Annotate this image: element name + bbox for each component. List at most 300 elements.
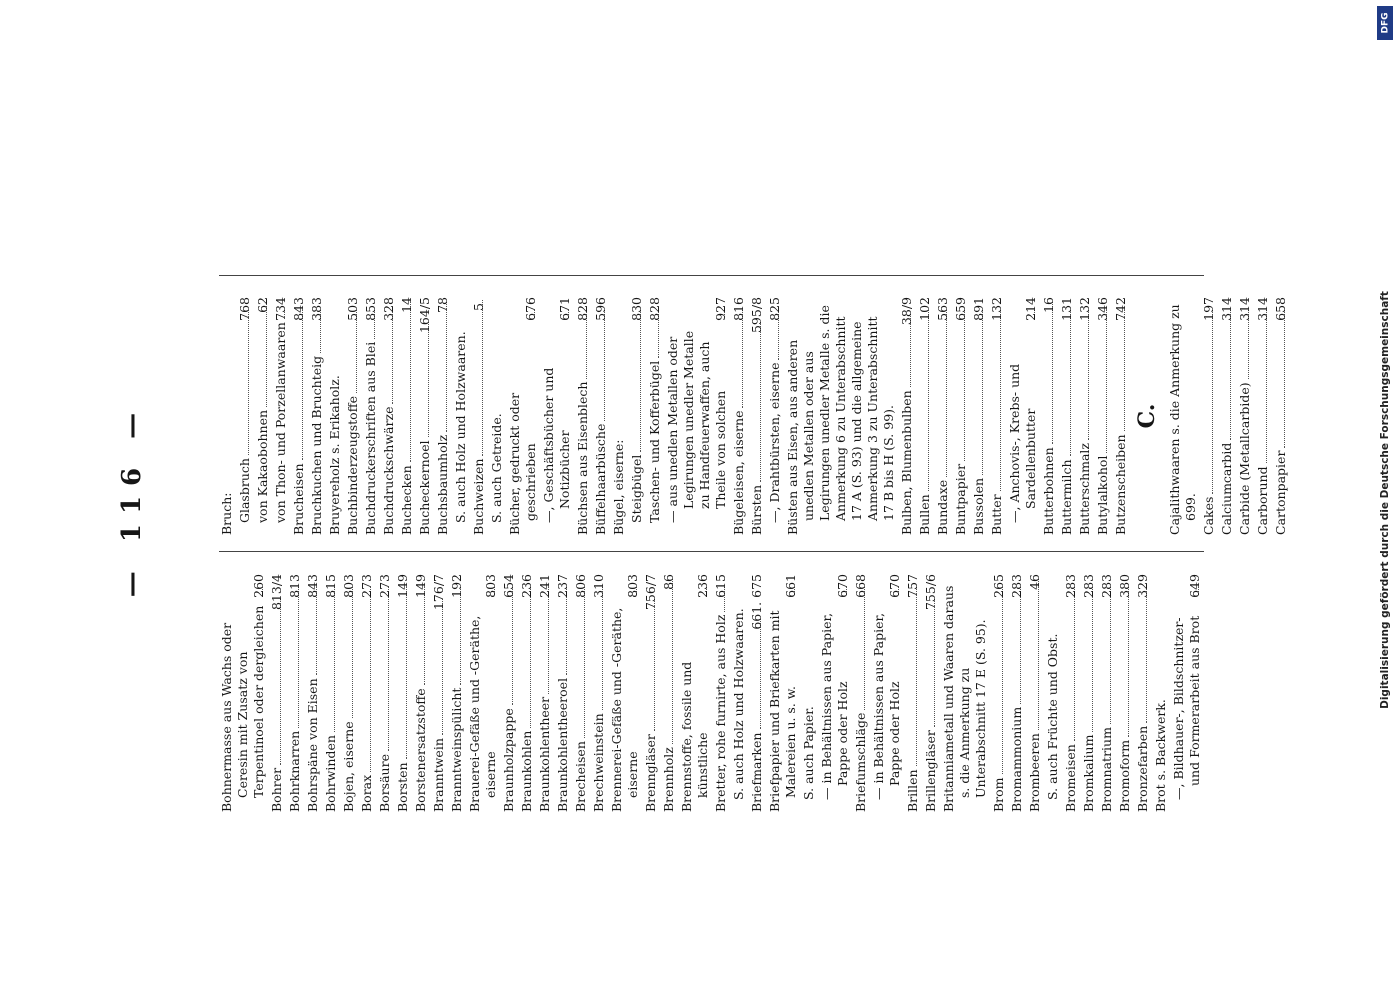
leader-dots <box>406 587 407 760</box>
page-reference: 828 <box>574 297 590 321</box>
leader-dots <box>1020 587 1021 704</box>
index-entry <box>643 574 659 812</box>
index-entry <box>1237 297 1253 535</box>
index-entry <box>489 297 505 535</box>
page-reference: 132 <box>1076 297 1092 321</box>
page-reference: 563 <box>934 297 950 321</box>
index-term: Carbide (Metallcarbide) <box>1236 382 1252 535</box>
index-term: Borax <box>358 774 374 812</box>
index-entry <box>501 574 517 812</box>
index-term: Bullen <box>916 494 932 535</box>
index-term: —, Drahtbürsten, eiserne <box>766 362 782 523</box>
index-term: Buchsbaumholz <box>434 434 450 535</box>
index-term: Branntweinspülicht <box>448 687 464 812</box>
leader-dots <box>446 302 447 432</box>
index-entry <box>801 574 817 812</box>
index-entry <box>431 574 447 812</box>
page-reference: 62 <box>254 297 270 313</box>
leader-dots <box>388 587 389 751</box>
page-reference: 670 <box>834 574 850 598</box>
index-entry <box>309 297 325 535</box>
leader-dots <box>1106 310 1107 453</box>
page-reference: 197 <box>1200 297 1216 321</box>
leader-dots <box>266 302 267 407</box>
index-entry <box>467 574 499 812</box>
index-term: Branntwein <box>430 738 446 812</box>
index-entry <box>989 297 1005 535</box>
page-reference: 38/9 <box>898 297 914 326</box>
page-reference: 803 <box>340 574 356 598</box>
leader-dots <box>654 599 655 731</box>
page-reference: 649 <box>1186 574 1202 598</box>
leader-dots <box>410 302 411 462</box>
index-term: Bronzefarben <box>1134 725 1150 812</box>
index-term: Carborund <box>1254 466 1270 535</box>
page-reference: 813/4 <box>268 574 284 611</box>
page-reference: 310 <box>590 574 606 598</box>
leader-dots <box>1000 310 1001 491</box>
leader-dots <box>512 587 513 705</box>
index-term: Bohrwinden <box>322 735 338 812</box>
page-reference: 383 <box>308 297 324 321</box>
index-entry <box>819 574 851 812</box>
index-term: Brillen <box>904 769 920 812</box>
page-reference: 283 <box>1008 574 1024 598</box>
page-reference: 273 <box>358 574 374 598</box>
page-reference: 828 <box>646 297 662 321</box>
index-term: Bohrknarren <box>286 730 302 812</box>
index-entry <box>647 297 663 535</box>
index-entry <box>341 574 357 812</box>
page-reference: 329 <box>1134 574 1150 598</box>
dfg-logo <box>1377 6 1393 40</box>
page-reference: 671 <box>556 297 572 321</box>
index-term: S. auch Holz und Holzwaaren. <box>452 331 468 523</box>
page-reference: 236 <box>694 574 710 598</box>
index-term: S. auch Holz und Holzwaaren. <box>730 608 746 800</box>
index-term: Bohrspäne von Eisen <box>304 678 320 812</box>
leader-dots <box>964 310 965 461</box>
index-entry <box>1009 574 1025 812</box>
index-entry <box>953 297 969 535</box>
index-term: Bromnatrium <box>1098 727 1114 812</box>
index-term: S. auch Papier. <box>800 706 816 800</box>
page-reference: 813 <box>286 574 302 598</box>
leader-dots <box>604 310 605 421</box>
page-reference: 615 <box>712 574 728 598</box>
index-entry <box>269 574 285 812</box>
index-entry <box>1117 574 1133 812</box>
index-entry <box>905 574 921 812</box>
index-entry <box>519 574 535 812</box>
leader-dots <box>530 587 531 728</box>
page-reference: 314 <box>1254 297 1270 321</box>
leader-dots <box>864 587 865 710</box>
index-entry <box>1059 297 1075 535</box>
index-term: S. auch Getreide. <box>488 413 504 523</box>
index-term: Bromkalium <box>1080 734 1096 812</box>
leader-dots <box>1002 587 1003 775</box>
index-term: Bromoform <box>1116 739 1132 812</box>
page-reference: 241 <box>536 574 552 598</box>
index-entry <box>767 574 799 812</box>
page-reference: 843 <box>290 297 306 321</box>
index-entry <box>767 297 783 535</box>
page-reference: 273 <box>376 574 392 598</box>
index-entry <box>417 297 433 535</box>
index-term: Büsten aus Eisen, aus anderen unedlen Metallen oder aus Legirungen unedler Metalle s. die Anmerkung 6 zu Unterabschnitt 17 A (S. 93) und die allgemeine Anmerkung 3 zu Unterabschnitt 17 B bis H (S. 99). <box>784 305 896 535</box>
rotated-page <box>89 50 1309 950</box>
page-reference: 283 <box>1098 574 1114 598</box>
index-term: Bulben, Blumenbulben <box>898 390 914 535</box>
index-entry <box>991 574 1007 812</box>
page-reference: 668 <box>852 574 868 598</box>
index-entry <box>899 297 915 535</box>
index-term: Bretter, rohe furnirte, aus Holz <box>712 614 728 812</box>
index-entry <box>507 297 539 535</box>
leader-dots <box>916 587 917 767</box>
index-term: von Kakaobohnen <box>254 409 270 523</box>
page-reference: 131 <box>1058 297 1074 321</box>
leader-dots <box>1266 310 1267 464</box>
index-term: Brenngläser <box>642 734 658 812</box>
leader-dots <box>392 310 393 404</box>
page-reference: 853 <box>362 297 378 321</box>
index-term: Steigbügel <box>628 454 644 523</box>
index-term: Buchdruckerschriften aus Blei <box>362 341 378 535</box>
leader-dots <box>1070 310 1071 457</box>
index-entry <box>593 297 609 535</box>
page-reference: 595/8 <box>748 297 764 334</box>
page-reference: 806 <box>572 574 588 598</box>
index-term: Bügel, eiserne: <box>610 439 626 535</box>
index-term: Borsten <box>394 762 410 812</box>
page-reference: 149 <box>394 574 410 598</box>
page-reference: 16 <box>1040 297 1056 313</box>
index-term: Glasbruch <box>236 458 252 523</box>
index-term: Borsäure <box>376 754 392 812</box>
index-entry <box>749 574 765 812</box>
digitization-credit <box>1378 20 1392 980</box>
page-reference: 283 <box>1062 574 1078 598</box>
dfg-logo-text: DFG <box>1380 12 1391 34</box>
leader-dots <box>928 310 929 491</box>
page-reference: 768 <box>236 297 252 321</box>
leader-dots <box>298 587 299 728</box>
page-reference: 236 <box>518 574 534 598</box>
index-entry <box>1095 297 1111 535</box>
leader-dots <box>566 587 567 675</box>
leader-dots <box>1146 587 1147 723</box>
page-reference: 314 <box>1236 297 1252 321</box>
page-number: — 116 — <box>116 402 147 598</box>
index-term: Bohnermasse aus Wachs oder Ceresin mit Zusatz von Terpentinoel oder dergleichen <box>218 605 266 812</box>
leader-dots <box>356 310 357 393</box>
page-reference: 757 <box>904 574 920 598</box>
index-term: Borstenersatzstoffe <box>412 688 428 812</box>
index-entry <box>1201 297 1217 535</box>
index-term: Bromeisen <box>1062 744 1078 812</box>
page-reference: 661 <box>782 574 798 598</box>
index-term: — in Behältnissen aus Papier, Pappe oder Holz <box>818 612 850 800</box>
page-reference: 237 <box>554 574 570 598</box>
index-term: —, Geschäftsbücher und Notizbücher <box>540 367 572 523</box>
page-reference: 78 <box>434 297 450 313</box>
index-entry <box>923 574 939 812</box>
leader-dots <box>1124 310 1125 432</box>
index-entry <box>1077 297 1093 535</box>
page-reference: 46 <box>1026 574 1042 590</box>
index-term: S. auch Früchte und Obst. <box>1044 633 1060 800</box>
index-term: Brennholz <box>660 747 676 812</box>
index-term: Büchsen aus Eisenblech <box>574 381 590 535</box>
index-entry <box>935 297 951 535</box>
page-reference: 149 <box>412 574 428 598</box>
index-term: Cartonpapier <box>1272 450 1288 535</box>
leader-dots <box>982 310 983 475</box>
index-term: Bruyereholz s. Erikaholz. <box>326 375 342 535</box>
index-term: Bügeleisen, eiserne <box>730 410 746 535</box>
index-entry <box>219 574 267 812</box>
index-entry <box>377 574 393 812</box>
page-reference: 380 <box>1116 574 1132 598</box>
index-term: Buchecken <box>398 465 414 535</box>
index-entry <box>1219 297 1235 535</box>
page-reference: 825 <box>766 297 782 321</box>
index-term: Bürsten <box>748 484 764 535</box>
index-entry: Buchweizen 5 <box>471 297 487 535</box>
index-term: Bojen, eiserne <box>340 721 356 812</box>
index-entry <box>255 297 271 535</box>
index-term: Butterbohnen <box>1040 447 1056 535</box>
index-term: — in Behältnissen aus Papier, Pappe oder Holz <box>870 612 902 800</box>
index-term: Bohrer <box>268 767 284 812</box>
index-term: Brombeeren <box>1026 733 1042 812</box>
index-term: Bruch: <box>218 492 234 535</box>
index-entry <box>917 297 933 535</box>
index-entry <box>679 574 711 812</box>
index-entry <box>1081 574 1097 812</box>
leader-dots <box>280 599 281 765</box>
index-entry <box>1063 574 1079 812</box>
index-term: Buchbinderzeugstoffe <box>344 396 360 535</box>
index-term: Briefmarken <box>748 732 764 812</box>
page-reference: 843 <box>304 574 320 598</box>
page-reference: 734 <box>272 297 288 321</box>
index-term: Brauerei-Gefäße und -Geräthe, eiserne <box>466 615 498 812</box>
index-term: Cajalithwaaren s. die Anmerkung zu 699. <box>1166 304 1198 535</box>
index-entry <box>1027 574 1043 812</box>
index-term: Butterschmalz <box>1076 442 1092 535</box>
leader-dots <box>1284 310 1285 448</box>
index-term: Bromammonium <box>1008 706 1024 812</box>
index-entry <box>591 574 607 812</box>
leader-dots <box>370 587 371 772</box>
leader-dots <box>428 322 429 437</box>
index-term: Bundaxe <box>934 479 950 535</box>
leader-dots <box>910 314 911 387</box>
index-entry <box>1045 574 1061 812</box>
index-term: Butter <box>988 494 1004 535</box>
index-entry <box>713 574 729 812</box>
index-term: Bruchkuchen und Bruchteig <box>308 355 324 535</box>
index-entry <box>399 297 415 535</box>
page-reference: 86 <box>660 574 676 590</box>
page-reference: 596 <box>592 297 608 321</box>
page-reference: 176/7 <box>430 574 446 611</box>
page-reference: 927 <box>712 297 728 321</box>
index-term: Brucheisen <box>290 463 306 535</box>
page-reference: 192 <box>448 574 464 598</box>
index-entry <box>323 574 339 812</box>
page-reference: 815 <box>322 574 338 598</box>
page-reference: 283 <box>1080 574 1096 598</box>
index-term: Bücher, gedruckt oder geschrieben <box>506 392 538 535</box>
index-entry <box>1153 574 1169 812</box>
index-term: Briefumschläge <box>852 712 868 812</box>
leader-dots <box>946 310 947 477</box>
page-reference: 755/6 <box>922 574 938 611</box>
index-entry <box>413 574 429 812</box>
index-term: — aus unedlen Metallen oder Legirungen unedler Metalle zu Handfeuerwaffen, auch Theile von solchen <box>664 330 728 523</box>
index-term: Brillengläser <box>922 730 938 812</box>
page-reference: 654 <box>500 574 516 598</box>
page-reference: 214 <box>1022 297 1038 321</box>
index-entry <box>871 574 903 812</box>
index-entry <box>1099 574 1115 812</box>
leader-dots <box>442 599 443 735</box>
index-entry <box>749 297 765 535</box>
index-entry <box>1273 297 1289 535</box>
index-entry <box>853 574 869 812</box>
index-entry <box>971 297 987 535</box>
credit-text: Digitalisierung gefördert durch die Deutsche Forschungsgemeinschaft <box>1379 291 1391 709</box>
index-term: Cakes <box>1200 496 1216 535</box>
index-entry <box>287 574 303 812</box>
leader-dots <box>1074 587 1075 741</box>
index-column-2 <box>219 297 1291 535</box>
index-term: Brechweinstein <box>590 713 606 812</box>
index-entry <box>273 297 289 535</box>
index-entry <box>541 297 573 535</box>
index-entry <box>453 297 469 535</box>
leader-dots <box>302 310 303 461</box>
leader-dots <box>1052 302 1053 444</box>
index-term: Brennerei-Gefäße und -Geräthe, eiserne <box>608 607 640 812</box>
index-term: Buttermilch <box>1058 459 1074 535</box>
index-entry <box>1167 297 1199 535</box>
index-term: Brot s. Backwerk. <box>1152 699 1168 812</box>
index-term: —, Bildhauer-, Bildschnitzer- und Formerarbeit aus Brot <box>1170 615 1202 800</box>
page-reference: 891 <box>970 297 986 321</box>
index-entry <box>537 574 553 812</box>
index-entry <box>1135 574 1151 812</box>
leader-dots <box>1038 579 1039 730</box>
leader-dots <box>1212 310 1213 494</box>
index-entry <box>395 574 411 812</box>
index-entry <box>435 297 451 535</box>
index-entry <box>575 297 591 535</box>
index-entry <box>731 297 747 535</box>
page-reference: 132 <box>988 297 1004 321</box>
page-reference: 102 <box>916 297 932 321</box>
page-reference: 830 <box>628 297 644 321</box>
page-reference: 658 <box>1272 297 1288 321</box>
index-entry <box>381 297 397 535</box>
index-term: von Thon- und Porzellanwaaren <box>272 322 288 523</box>
index-term: Brecheisen <box>572 741 588 812</box>
index-term: Briefpapier und Briefkarten mit Malereien u. s. w. <box>766 610 798 812</box>
index-entry <box>573 574 589 812</box>
index-entry <box>1255 297 1271 535</box>
leader-dots <box>672 579 673 744</box>
index-entry <box>1041 297 1057 535</box>
index-entry <box>291 297 307 535</box>
index-entry <box>661 574 677 812</box>
index-term: Braunholzpappe <box>500 708 516 812</box>
page-reference: 803 <box>482 574 498 598</box>
leader-dots <box>1128 587 1129 737</box>
index-term: Büffelhaarbüsche <box>592 423 608 535</box>
index-term: Braunkohlentheeroel <box>554 677 570 812</box>
index-term: Britanniametall und Waaren daraus s. die Anmerkung zu Unterabschnitt 17 E (S. 95). <box>940 585 988 812</box>
index-term: Buntpapier <box>952 463 968 535</box>
index-term: Butzenscheiben <box>1112 434 1128 535</box>
leader-dots <box>482 300 483 456</box>
page-reference: 14 <box>398 297 414 313</box>
leader-dots <box>742 310 743 408</box>
index-entry <box>941 574 989 812</box>
index-entry <box>359 574 375 812</box>
index-term: Braunkohlentheer <box>536 696 552 812</box>
index-entry <box>327 297 343 535</box>
leader-dots <box>1110 587 1111 724</box>
page-reference: 816 <box>730 297 746 321</box>
leader-dots <box>1088 310 1089 440</box>
leader-dots <box>760 619 761 730</box>
index-entry <box>629 297 645 535</box>
index-term: Brennstoffe, fossile und künstliche <box>678 661 710 812</box>
leader-dots <box>602 587 603 711</box>
page-reference: 265 <box>990 574 1006 598</box>
leader-dots <box>584 587 585 738</box>
index-column-1 <box>219 574 1205 812</box>
leader-dots <box>460 587 461 685</box>
page-reference: 503 <box>344 297 360 321</box>
page-reference: 346 <box>1094 297 1110 321</box>
index-term: Taschen- und Kofferbügel <box>646 360 662 523</box>
leader-dots <box>352 587 353 719</box>
index-entry <box>731 574 747 812</box>
leader-dots <box>1230 310 1231 440</box>
index-term: Buchweizen <box>470 458 486 535</box>
page-reference: 756/7 <box>642 574 658 611</box>
leader-dots <box>760 322 761 482</box>
section-letter: C. <box>1133 403 1160 429</box>
index-entry <box>363 297 379 535</box>
page-reference: 659 <box>952 297 968 321</box>
index-entry <box>345 297 361 535</box>
index-entry <box>1113 297 1129 535</box>
leader-dots <box>424 587 425 685</box>
page-reference: 164/5 <box>416 297 432 334</box>
index-entry <box>665 297 729 535</box>
page-reference: 328 <box>380 297 396 321</box>
leader-dots <box>548 587 549 694</box>
page-reference: 742 <box>1112 297 1128 321</box>
leader-dots <box>640 310 641 452</box>
index-entry <box>449 574 465 812</box>
